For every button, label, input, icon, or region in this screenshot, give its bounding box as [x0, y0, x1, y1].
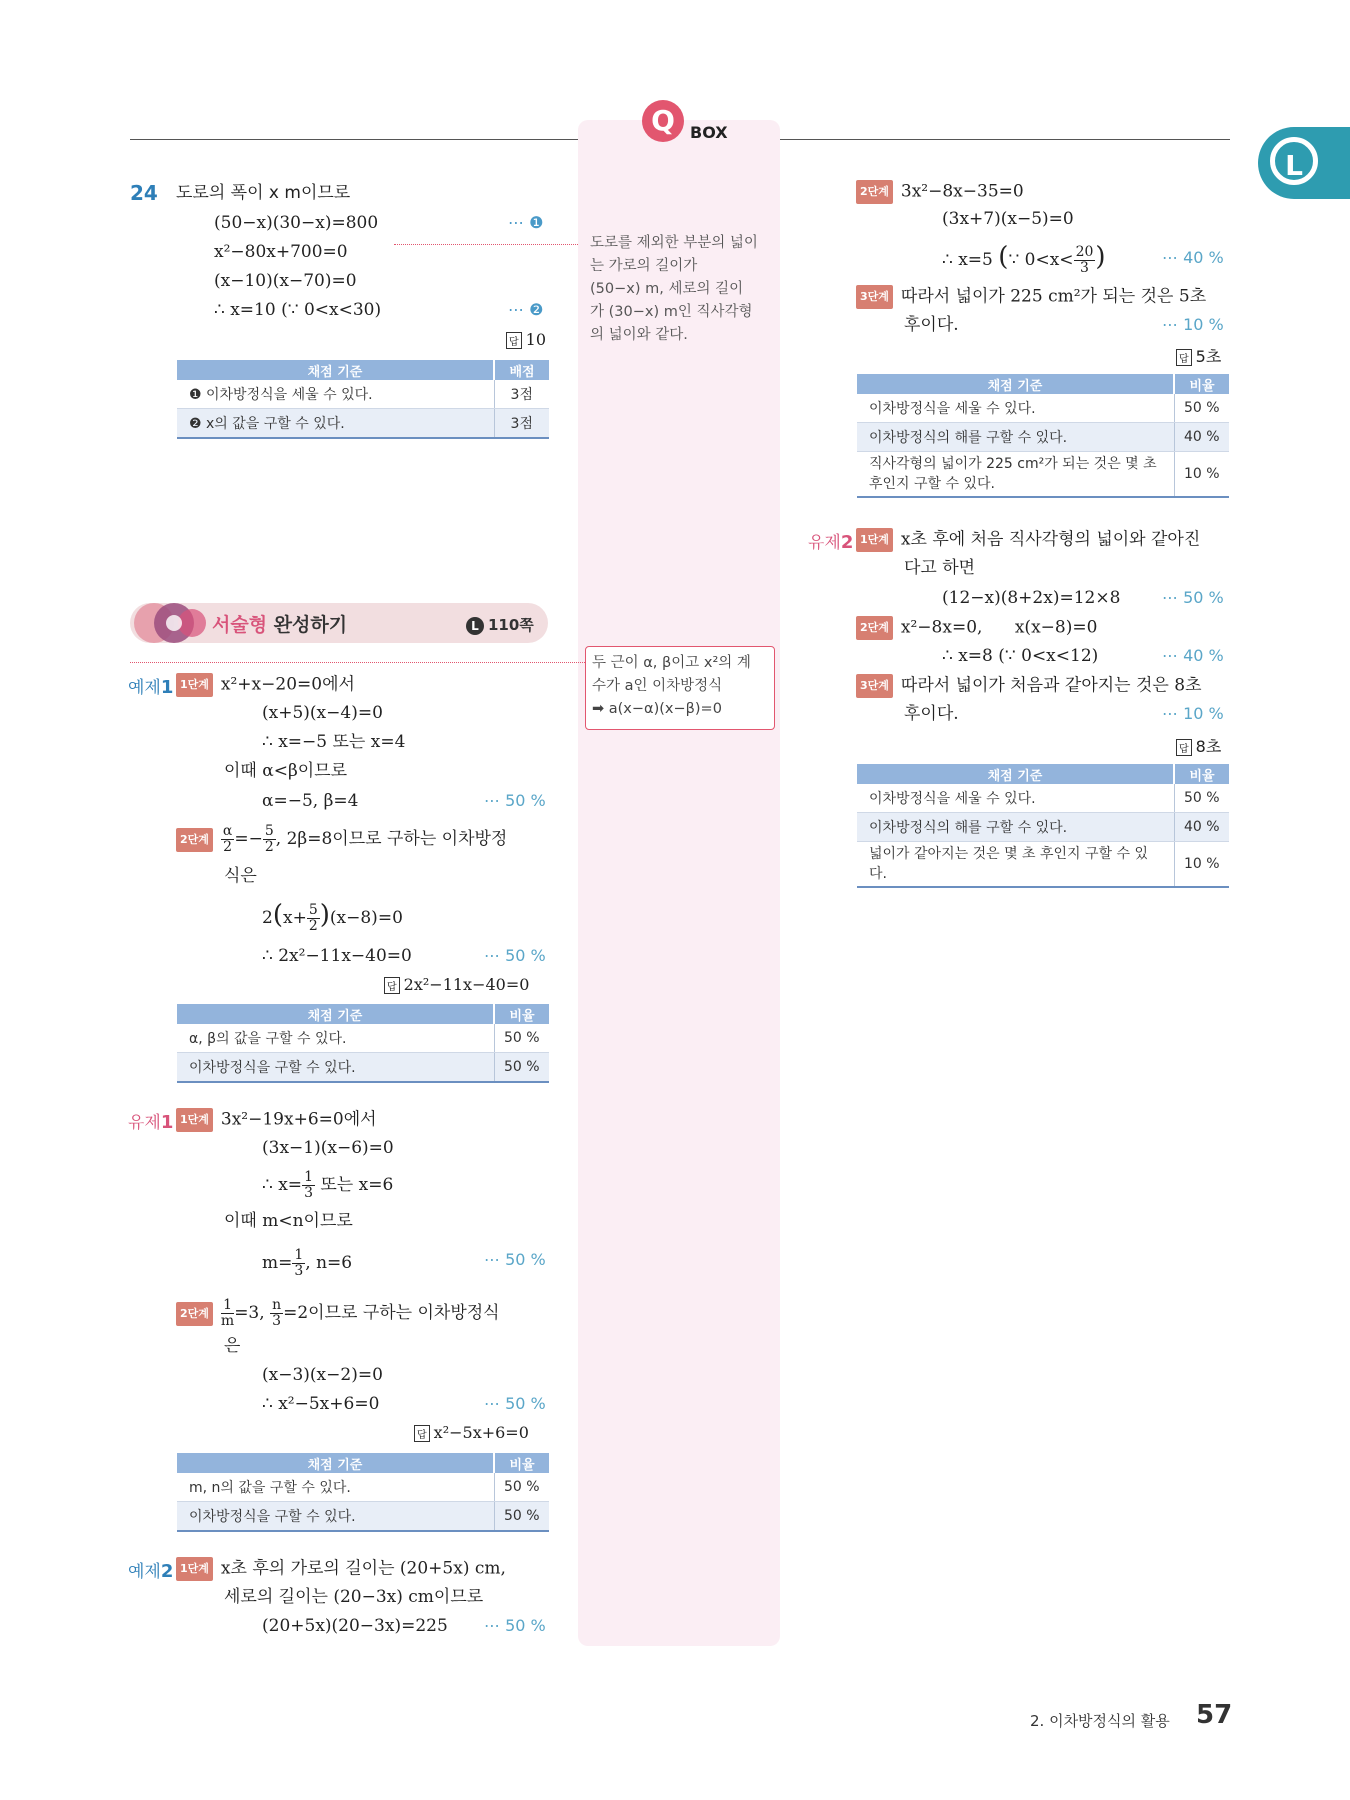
table-cell: 이차방정식을 세울 수 있다. — [857, 784, 1174, 813]
grading-table — [857, 764, 1229, 888]
grading-table — [857, 374, 1229, 498]
ex1-line: 1단계 x²+x−20=0에서 — [176, 673, 355, 697]
percent-mark: ⋯ 50 % — [484, 791, 546, 810]
grading-table — [177, 360, 549, 439]
answer: 답 2x²−11x−40=0 — [384, 975, 529, 994]
sim2-line: 다고 하면 — [904, 558, 976, 578]
unit-badge — [1258, 127, 1350, 199]
sim1-step2: 2단계 $\frac{1}{m}$ =3, $\frac{n}{3}$ =2이므로 구하는 이차방정식 — [176, 1298, 500, 1329]
table-header: 비율 — [1174, 764, 1229, 784]
sim2-line: ∴ x=8 (∵ 0<x<12) — [942, 646, 1099, 666]
example-label: 예제1 — [128, 677, 174, 698]
q24-line: x²−80x+700=0 — [214, 242, 348, 262]
ex1-line: α=−5, β=4 — [262, 791, 359, 811]
answer: 답 5초 — [1176, 344, 1221, 367]
table-header: 비율 — [1174, 374, 1229, 394]
table-header: 채점 기준 — [857, 374, 1174, 394]
grading-table — [177, 1004, 549, 1083]
percent-mark: ⋯ 40 % — [1162, 646, 1224, 665]
answer: 답 10 — [506, 330, 546, 349]
right-line: 후이다. — [904, 315, 959, 335]
sim1-line: 1단계 3x²−19x+6=0에서 — [176, 1108, 377, 1132]
table-cell: 이차방정식을 구할 수 있다. — [177, 1053, 494, 1083]
table-cell: 50 % — [1174, 784, 1229, 813]
note-leader — [394, 244, 578, 245]
table-header: 채점 기준 — [177, 1004, 494, 1024]
q24-line: (x−10)(x−70)=0 — [214, 271, 357, 291]
section-title: 서술형 완성하기 — [212, 614, 348, 636]
table-cell: 50 % — [494, 1024, 549, 1053]
table-cell: m, n의 값을 구할 수 있다. — [177, 1473, 494, 1502]
ex2-line: (20+5x)(20−3x)=225 — [262, 1616, 448, 1636]
table-cell: ❶ 이차방정식을 세울 수 있다. — [177, 380, 494, 409]
sim2-line: 1단계 x초 후에 처음 직사각형의 넓이와 같아진 — [856, 528, 1200, 552]
question-number: 24 — [130, 181, 158, 205]
similar-label: 유제1 — [128, 1112, 174, 1133]
sim1-line: 이때 m<n이므로 — [224, 1211, 353, 1231]
sim1-line: (3x−1)(x−6)=0 — [262, 1138, 394, 1158]
table-cell: 40 % — [1174, 813, 1229, 842]
chapter-title: 2. 이차방정식의 활용 — [1030, 1712, 1170, 1730]
percent-mark: ⋯ 50 % — [484, 1616, 546, 1635]
answer: 답 x²−5x+6=0 — [414, 1423, 529, 1442]
section-ref: L 110쪽 — [466, 614, 534, 635]
percent-mark: ⋯ 50 % — [484, 946, 546, 965]
table-cell: 3점 — [494, 380, 549, 409]
table-cell: 이차방정식을 구할 수 있다. — [177, 1502, 494, 1532]
sim2-line: 2단계 x²−8x=0, x(x−8)=0 — [856, 616, 1097, 640]
similar-label: 유제2 — [808, 532, 854, 553]
table-cell: 50 % — [494, 1053, 549, 1083]
percent-mark: ⋯ 50 % — [484, 1394, 546, 1413]
l-icon: L — [1270, 137, 1318, 185]
table-cell: 50 % — [494, 1473, 549, 1502]
table-cell: 이차방정식의 해를 구할 수 있다. — [857, 423, 1174, 452]
qbox-note: 도로를 제외한 부분의 넓이 는 가로의 길이가 (50−x) m, 세로의 길이 가 (30−x) m인 직사각형 의 넓이와 같다. — [590, 235, 758, 343]
table-header: 비율 — [494, 1004, 549, 1024]
table-header: 배점 — [494, 360, 549, 380]
right-line: 3단계 따라서 넓이가 225 cm²가 되는 것은 5초 — [856, 285, 1206, 309]
percent-mark: ⋯ 50 % — [484, 1250, 546, 1269]
ex2-line: 세로의 길이는 (20−3x) cm이므로 — [224, 1587, 484, 1607]
table-cell: 3점 — [494, 409, 549, 439]
table-cell: 이차방정식의 해를 구할 수 있다. — [857, 813, 1174, 842]
table-header: 비율 — [494, 1453, 549, 1473]
step-mark: ⋯ ❷ — [508, 300, 544, 319]
table-cell: 넓이가 같아지는 것은 몇 초 후인지 구할 수 있다. — [857, 842, 1174, 888]
ex1-line: 이때 α<β이므로 — [224, 761, 348, 781]
percent-mark: ⋯ 40 % — [1162, 248, 1224, 267]
ex1-line: ∴ 2x²−11x−40=0 — [262, 946, 412, 966]
step-mark: ⋯ ❶ — [508, 213, 544, 232]
ex1-line: 식은 — [224, 866, 257, 886]
right-line: (3x+7)(x−5)=0 — [942, 209, 1074, 229]
q24-line: ∴ x=10 (∵ 0<x<30) — [214, 300, 382, 320]
table-header: 채점 기준 — [177, 1453, 494, 1473]
ex1-line: ∴ x=−5 또는 x=4 — [262, 732, 406, 752]
page-number: 57 — [1196, 1700, 1233, 1730]
table-cell: 50 % — [1174, 394, 1229, 423]
qbox-column — [578, 120, 780, 1646]
banner-ornament — [132, 598, 210, 648]
ex1-step2: 2단계 $\frac{\alpha}{2}$ =− $\frac{5}{2}$ , 2β=8이므로 구하는 이차방정 — [176, 824, 507, 855]
sim1-line: 은 — [224, 1336, 241, 1356]
note-leader — [130, 662, 585, 663]
sim1-line: ∴ x= $\frac{1}{3}$ 또는 x=6 — [262, 1169, 394, 1201]
example-label: 예제2 — [128, 1561, 174, 1582]
grading-table — [177, 1453, 549, 1532]
table-cell: α, β의 값을 구할 수 있다. — [177, 1024, 494, 1053]
q24-line: 도로의 폭이 x m이므로 — [176, 183, 351, 203]
right-line: ∴ x=5 (∵ 0<x< $\frac{20}{3}$ ) — [942, 242, 1106, 276]
ex1-line: (x+5)(x−4)=0 — [262, 703, 383, 723]
header-rule-right — [780, 139, 1230, 140]
qbox-q-icon: Q — [642, 100, 684, 142]
sim2-line: 3단계 따라서 넓이가 처음과 같아지는 것은 8초 — [856, 674, 1202, 698]
right-line: 2단계 3x²−8x−35=0 — [856, 180, 1024, 204]
table-header: 채점 기준 — [177, 360, 494, 380]
qbox-note: 두 근이 α, β이고 x²의 계 수가 a인 이차방정식 ➡ a(x−α)(x−β)=0 — [592, 655, 751, 717]
sim2-line: (12−x)(8+2x)=12×8 — [942, 588, 1121, 608]
answer: 답 8초 — [1176, 734, 1221, 757]
table-cell: 10 % — [1174, 842, 1229, 888]
sim2-line: 후이다. — [904, 704, 959, 724]
ex1-equation: 2(x+ $\frac{5}{2}$ )(x−8)=0 — [262, 900, 403, 934]
q24-line: (50−x)(30−x)=800 — [214, 213, 379, 233]
table-cell: 직사각형의 넓이가 225 cm²가 되는 것은 몇 초 후인지 구할 수 있다. — [857, 452, 1174, 498]
percent-mark: ⋯ 50 % — [1162, 588, 1224, 607]
table-cell: 10 % — [1174, 452, 1229, 498]
sim1-line: ∴ x²−5x+6=0 — [262, 1394, 380, 1414]
table-cell: 이차방정식을 세울 수 있다. — [857, 394, 1174, 423]
table-cell: 40 % — [1174, 423, 1229, 452]
sim1-line: m= $\frac{1}{3}$ , n=6 — [262, 1247, 353, 1279]
qbox-label: BOX — [690, 123, 728, 142]
table-cell: 50 % — [494, 1502, 549, 1532]
sim1-line: (x−3)(x−2)=0 — [262, 1365, 383, 1385]
percent-mark: ⋯ 10 % — [1162, 315, 1224, 334]
ex2-line: 1단계 x초 후의 가로의 길이는 (20+5x) cm, — [176, 1557, 506, 1581]
table-header: 채점 기준 — [857, 764, 1174, 784]
header-rule-left — [130, 139, 578, 140]
percent-mark: ⋯ 10 % — [1162, 704, 1224, 723]
table-cell: ❷ x의 값을 구할 수 있다. — [177, 409, 494, 439]
